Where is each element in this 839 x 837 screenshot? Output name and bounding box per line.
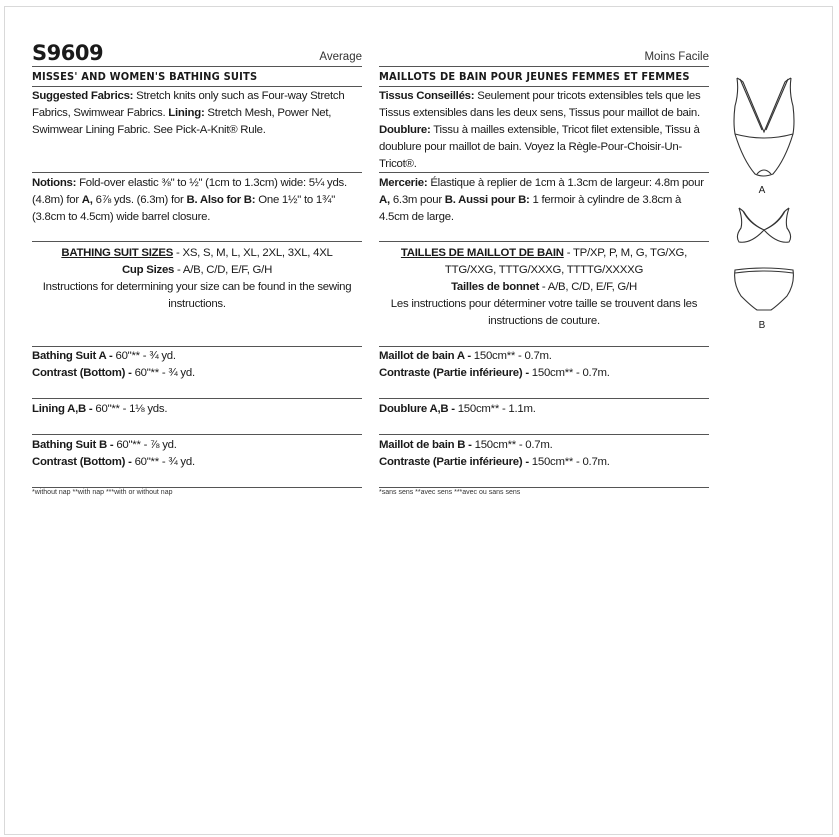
- yardage-value: 60"** - ¾ yd.: [131, 456, 195, 468]
- sizes-fr: [379, 245, 709, 330]
- fabrics-text: Stretch knits only such as Four-way Stretch Fabrics, Swimwear Fabrics.: [32, 90, 345, 119]
- size-instructions: Les instructions pour déterminer votre taille se trouvent dans les instructions de couture.: [390, 298, 698, 327]
- yardage-label: Bathing Suit B -: [32, 439, 114, 451]
- rule: [32, 487, 362, 488]
- swimsuit-b-bottom-illustration: [735, 268, 794, 310]
- yardage-value: 150cm** - 0.7m.: [528, 367, 610, 379]
- rule: [379, 66, 709, 67]
- size-instructions: Instructions for determining your size can be found in the sewing instructions.: [42, 281, 352, 310]
- title-en: MISSES' AND WOMEN'S BATHING SUITS: [32, 70, 258, 83]
- yardage-b-fr: [379, 437, 709, 471]
- yardage-value: 150cm** - 0.7m.: [470, 350, 552, 362]
- lining-text: Stretch Mesh, Power Net, Swimwear Lining Fabric. See Pick-A-Knit® Rule.: [32, 107, 332, 136]
- pattern-number: S9609: [32, 41, 104, 65]
- sizes-en: [32, 245, 362, 313]
- yardage-label: Maillot de bain B -: [379, 439, 472, 451]
- fabrics-text: Seulement pour tricots extensibles tels que les Tissus extensibles dans les deux sens, Tissus pour maillot de bain.: [379, 90, 701, 119]
- notions-view-b: B. Also for B:: [186, 194, 256, 206]
- yardage-label: Contrast (Bottom) -: [32, 367, 132, 379]
- lining-label: Lining:: [168, 107, 205, 119]
- rule: [379, 86, 709, 87]
- difficulty-fr: Moins Facile: [644, 51, 709, 63]
- notions-text: Élastique à replier de 1cm à 1.3cm de largeur: 4.8m pour: [427, 177, 704, 189]
- title-fr: MAILLOTS DE BAIN POUR JEUNES FEMMES ET FEMMES: [379, 70, 690, 83]
- yardage-label: Contraste (Partie inférieure) -: [379, 367, 529, 379]
- footnote-en: *without nap **with nap ***with or without nap: [32, 489, 173, 496]
- difficulty-en: Average: [319, 51, 362, 63]
- sizes-label: BATHING SUIT SIZES: [61, 247, 174, 259]
- notions-label: Mercerie:: [379, 177, 428, 189]
- yardage-label: Lining A,B -: [32, 403, 93, 415]
- notions-view-a: A,: [81, 194, 93, 206]
- cup-sizes-label: Cup Sizes: [121, 264, 175, 276]
- rule: [379, 346, 709, 347]
- rule: [32, 66, 362, 67]
- fabrics-label: Suggested Fabrics:: [32, 90, 134, 102]
- cup-sizes-text: - A/B, C/D, E/F, G/H: [539, 281, 637, 293]
- yardage-value: 60"** - ¾ yd.: [112, 350, 176, 362]
- yardage-b-en: [32, 437, 362, 471]
- rule: [32, 434, 362, 435]
- notions-label: Notions:: [32, 177, 77, 189]
- yardage-label: Contraste (Partie inférieure) -: [379, 456, 529, 468]
- rule: [32, 172, 362, 173]
- view-a-label: A: [758, 185, 766, 196]
- rule: [379, 172, 709, 173]
- rule: [379, 434, 709, 435]
- fabrics-fr: [379, 88, 709, 173]
- yardage-label: Contrast (Bottom) -: [32, 456, 132, 468]
- notions-text: Fold-over elastic ⅜" to ½" (1cm to 1.3cm) wide: 5¼ yds. (4.8m) for: [32, 177, 347, 206]
- yardage-label: Bathing Suit A -: [32, 350, 113, 362]
- notions-text: 1 fermoir à cylindre de 3.8cm à 4.5cm de large.: [379, 194, 682, 223]
- yardage-value: 150cm** - 1.1m.: [454, 403, 536, 415]
- notions-view-b: B. Aussi pour B:: [444, 194, 530, 206]
- rule: [379, 398, 709, 399]
- yardage-value: 60"** - 1⅛ yds.: [92, 403, 168, 415]
- notions-en: [32, 175, 362, 226]
- yardage-lining-fr: [379, 401, 709, 418]
- rule: [379, 241, 709, 242]
- yardage-value: 150cm** - 0.7m.: [528, 456, 610, 468]
- notions-text: 6⅞ yds. (6.3m) for: [92, 194, 187, 206]
- notions-fr: [379, 175, 709, 226]
- view-illustrations: [729, 70, 799, 340]
- cup-sizes-label: Tailles de bonnet: [451, 281, 540, 293]
- swimsuit-b-top-illustration: [737, 208, 790, 242]
- view-b-label: B: [758, 320, 766, 331]
- yardage-label: Maillot de bain A -: [379, 350, 471, 362]
- rule: [32, 241, 362, 242]
- yardage-value: 60"** - ⅞ yd.: [113, 439, 177, 451]
- yardage-lining-en: [32, 401, 362, 418]
- cup-sizes-text: - A/B, C/D, E/F, G/H: [174, 264, 273, 276]
- yardage-value: 60"** - ¾ yd.: [131, 367, 195, 379]
- yardage-a-fr: [379, 348, 709, 382]
- swimsuit-a-illustration: [734, 78, 794, 176]
- yardage-a-en: [32, 348, 362, 382]
- rule: [32, 346, 362, 347]
- sizes-text: - TP/XP, P, M, G, TG/XG, TTG/XXG, TTTG/XXXG, TTTTG/XXXXG: [444, 247, 688, 276]
- notions-text: One 1½" to 1¾" (3.8cm to 4.5cm) wide barrel closure.: [32, 194, 336, 223]
- fabrics-en: [32, 88, 362, 139]
- rule: [379, 487, 709, 488]
- rule: [32, 398, 362, 399]
- yardage-value: 150cm** - 0.7m.: [471, 439, 553, 451]
- rule: [32, 86, 362, 87]
- yardage-label: Doublure A,B -: [379, 403, 455, 415]
- notions-text: 6.3m pour: [389, 194, 445, 206]
- footnote-fr: *sans sens **avec sens ***avec ou sans sens: [379, 489, 521, 496]
- fabrics-label: Tissus Conseillés:: [379, 90, 475, 102]
- notions-view-a: A,: [379, 194, 390, 206]
- sizes-text: - XS, S, M, L, XL, 2XL, 3XL, 4XL: [173, 247, 333, 259]
- lining-label: Doublure:: [379, 124, 431, 136]
- lining-text: Tissu à mailles extensible, Tricot filet extensible, Tissu à doublure pour maillot de bain. Voyez la Règle-Pour-Choisir-Un-Tricot®.: [379, 124, 700, 170]
- sizes-label: TAILLES DE MAILLOT DE BAIN: [400, 247, 564, 259]
